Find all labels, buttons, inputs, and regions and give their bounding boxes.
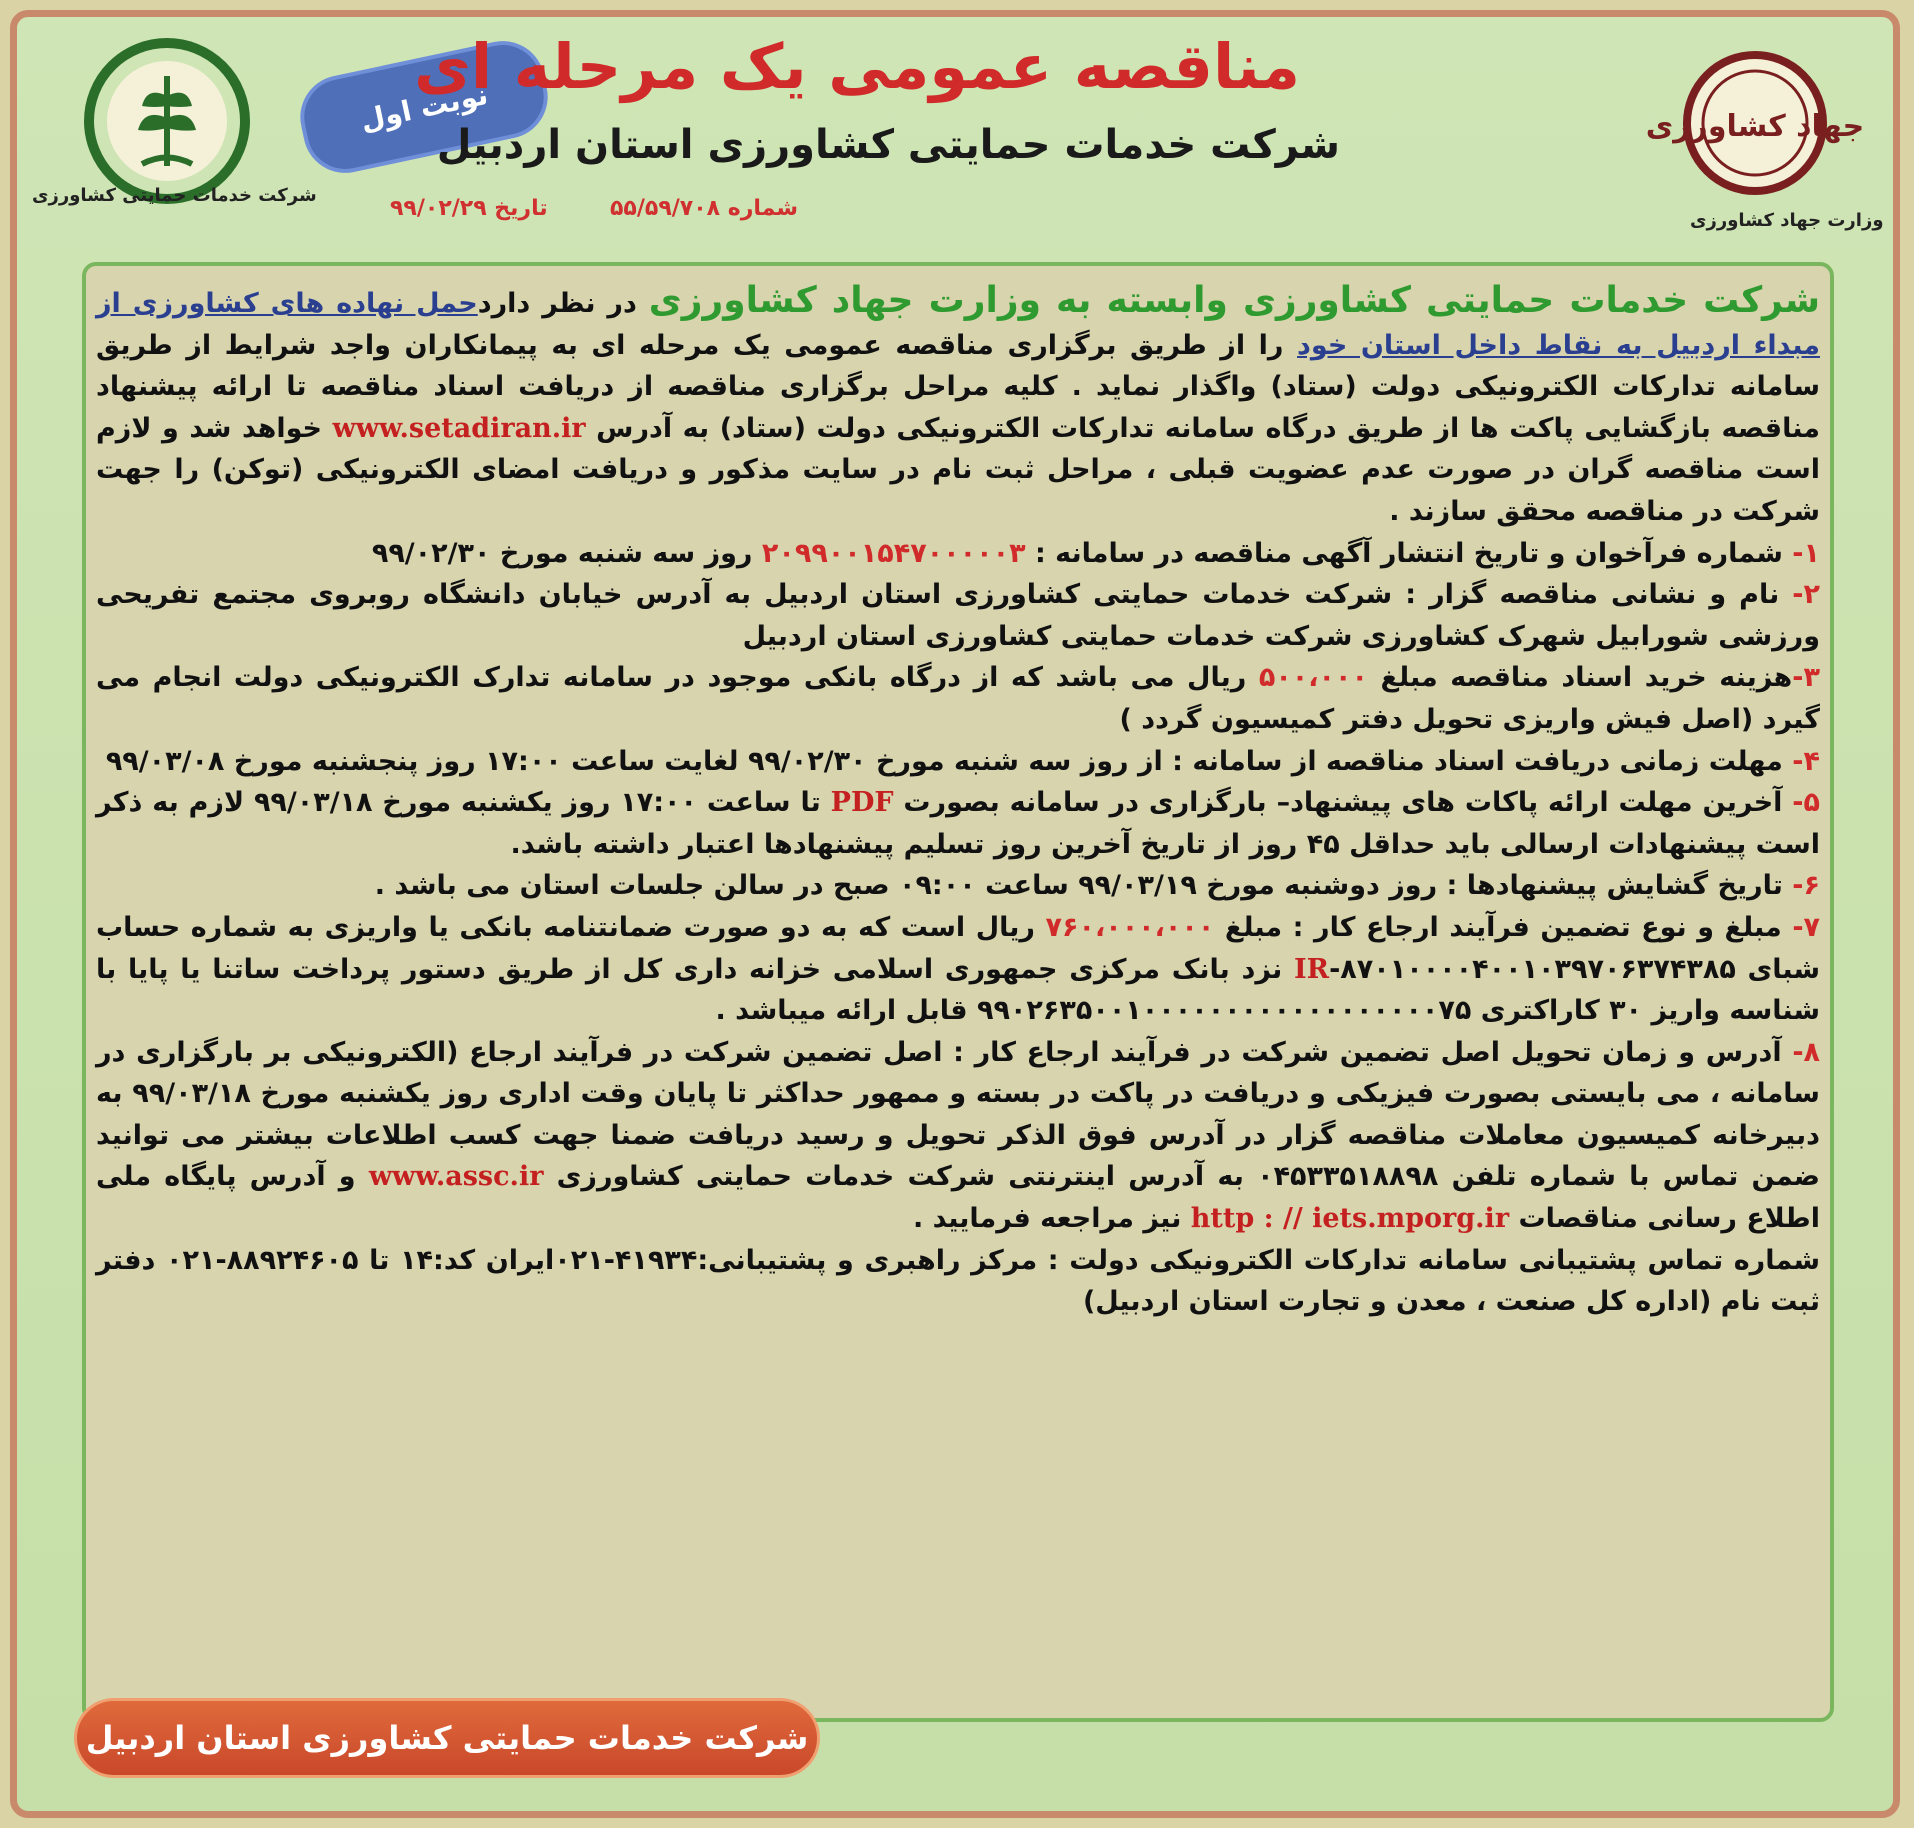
left-logo-caption: شرکت خدمات حمایتی کشاورزی xyxy=(32,185,317,206)
support-contact: شماره تماس پشتیبانی سامانه تدارکات الکترونیکی دولت : مرکز راهبری و پشتیبانی:۴۱۹۳۴-۰۲۱ایران کد:۱۴ تا ۸۸۹۲۴۶۰۵-۰۲۱ دفتر ثبت نام (اداره کل صنعت ، معدن و تجارت استان اردبیل) xyxy=(96,1244,1821,1318)
jihad-logo-text: جهاد کشاورزی xyxy=(1645,109,1865,144)
item-7-number: ۷- xyxy=(1781,911,1821,943)
intro-text-1: در نظر دارد xyxy=(477,288,649,319)
right-logo-caption: وزارت جهاد کشاورزی xyxy=(1690,210,1884,231)
tender-code: ۲۰۹۹۰۰۱۵۴۷۰۰۰۰۰۳ xyxy=(761,537,1026,569)
intro-text-3: خواهد شد و لازم است مناقصه گران در صورت عدم عضویت قبلی ، مراحل ثبت نام در سایت مذکور و دریافت امضای الکترونیکی (توکن) را جهت شرکت در مناقصه محقق سازند . xyxy=(96,412,1820,527)
item-1 xyxy=(96,533,1820,575)
item-2-number: ۲- xyxy=(1779,579,1820,611)
item-1-date: روز سه شنبه مورخ ۹۹/۰۲/۳۰ xyxy=(371,537,762,569)
pdf-label: PDF xyxy=(830,787,894,819)
intro-lead: شرکت خدمات حمایتی کشاورزی وابسته به وزارت جهاد کشاورزی xyxy=(648,280,1820,321)
item-2 xyxy=(96,574,1820,657)
item-8-text-2: و آدرس پایگاه ملی اطلاع رسانی مناقصات xyxy=(96,1161,1820,1235)
intro-subject: حمل نهاده های کشاورزی از مبداء اردبیل به نقاط داخل استان خود xyxy=(96,288,1820,361)
iets-link[interactable]: http : // iets.mporg.ir xyxy=(1190,1203,1510,1235)
jihad-emblem-icon xyxy=(1645,48,1865,198)
item-5-number: ۵- xyxy=(1782,787,1820,819)
item-7-text-3: نزد بانک مرکزی جمهوری اسلامی خزانه داری کل از طریق دستور پرداخت ساتنا یا پایا با شناسه واریز ۳۰ کاراکتری ۹۹۰۲۶۳۵۰۰۱۰۰۰۰۰۰۰۰۰۰۰۰۰۰۰۰۰۰۷۵ قابل ارائه میباشد . xyxy=(96,953,1820,1027)
page-title: مناقصه عمومی یک مرحله ای xyxy=(414,30,1300,103)
item-1-number: ۱- xyxy=(1782,537,1820,569)
item-5-text: آخرین مهلت ارائه پاکات های پیشنهاد– بارگزاری در سامانه بصورت xyxy=(893,787,1783,819)
item-7-text-2: ریال است که به دو صورت ضمانتنامه بانکی یا واریزی به شماره حساب شبای ۸۷۰۱۰۰۰۰۴۰۰۱۰۳۹۷۰۶۳۷۴۳۸۵- xyxy=(96,911,1820,985)
item-1-text: شماره فرآخوان و تاریخ انتشار آگهی مناقصه در سامانه : xyxy=(1025,537,1783,569)
item-6-text: تاریخ گشایش پیشنهادها : روز دوشنبه مورخ ۹۹/۰۳/۱۹ ساعت ۰۹:۰۰ صبح در سالن جلسات استان می باشد . xyxy=(374,870,1783,902)
first-publication-badge: نوبت اول xyxy=(293,33,556,180)
footer-banner: شرکت خدمات حمایتی کشاورزی استان اردبیل xyxy=(74,1698,820,1778)
item-3-text: هزینه خرید اسناد مناقصه مبلغ xyxy=(1367,662,1793,694)
document-fee: ۵۰۰،۰۰۰ xyxy=(1258,662,1368,694)
ad-date: تاریخ ۹۹/۰۲/۲۹ xyxy=(390,196,548,221)
item-7-text: مبلغ و نوع تضمین فرآیند ارجاع کار : مبلغ xyxy=(1214,911,1782,943)
item-8-number: ۸- xyxy=(1781,1036,1821,1068)
intro-text-2: را از طریق برگزاری مناقصه عمومی یک مرحله ای به پیمانکاران واجد شرایط از طریق سامانه تدارکات الکترونیکی دولت (ستاد) واگذار نماید . کلیه مراحل برگزاری مناقصه از دریافت اسناد مناقصه تا ارائه پیشنهاد مناقصه بازگشایی پاکت ها از طریق درگاه سامانه تدارکات الکترونیکی دولت (ستاد) به آدرس xyxy=(96,329,1820,444)
assc-link[interactable]: www.assc.ir xyxy=(368,1161,544,1193)
item-3-text-2: ریال می باشد که از درگاه بانکی موجود در سامانه تدارک الکترونیکی دولت انجام می گیرد (اصل فیش واریزی تحویل دفتر کمیسیون گردد ) xyxy=(96,662,1820,735)
item-4-text: مهلت زمانی دریافت اسناد مناقصه از سامانه : از روز سه شنبه مورخ ۹۹/۰۲/۳۰ لغایت ساعت ۱۷:۰۰ روز پنجشنبه مورخ ۹۹/۰۳/۰۸ xyxy=(105,745,1783,777)
item-4 xyxy=(96,741,1820,783)
item-8-text: آدرس و زمان تحویل اصل تضمین شرکت در فرآیند ارجاع کار : اصل تضمین شرکت در فرآیند ارجاع (الکترونیکی بر بارگزاری در سامانه ، می بایستی بصورت فیزیکی و دریافت در پاکت در بسته و ممهور حداکثر تا پایان وقت اداری روز یکشنبه مورخ ۹۹/۰۳/۱۸ به دبیرخانه کمیسیون معاملات مناقصه گزار در آدرس فوق الذکر تحویل و رسید دریافت ضمنا جهت کسب اطلاعات بیشتر می توانید ضمن تماس با شماره تلفن ۰۴۵۳۳۵۱۸۸۹۸ به آدرس اینترنتی شرکت خدمات حمایتی کشاورزی xyxy=(96,1036,1821,1193)
jihad-logo xyxy=(1645,48,1865,198)
intro-paragraph xyxy=(96,280,1820,533)
item-4-number: ۴- xyxy=(1782,745,1820,777)
item-5-text-2: تا ساعت ۱۷:۰۰ روز یکشنبه مورخ ۹۹/۰۳/۱۸ لازم به ذکر است پیشنهادات ارسالی باید حداقل ۴۵ روز از تاریخ آخرین روز تسلیم پیشنهادها اعتبار داشته باشد. xyxy=(96,787,1820,860)
agri-support-logo xyxy=(82,36,252,206)
ad-number: شماره ۵۵/۵۹/۷۰۸ xyxy=(610,196,799,221)
item-8-text-3: نیز مراجعه فرمایید . xyxy=(913,1203,1191,1235)
item-6-number: ۶- xyxy=(1782,870,1820,902)
guarantee-amount: ۷۶۰،۰۰۰،۰۰۰ xyxy=(1045,911,1215,943)
page-subtitle: شرکت خدمات حمایتی کشاورزی استان اردبیل xyxy=(436,122,1340,168)
item-3 xyxy=(96,657,1820,740)
iban-prefix: IR xyxy=(1294,953,1330,985)
setadiran-link[interactable]: www.setadiran.ir xyxy=(332,412,586,444)
ad-body xyxy=(96,280,1820,1720)
item-3-number: ۳- xyxy=(1792,662,1820,694)
wheat-emblem-icon xyxy=(82,36,252,206)
item-7 xyxy=(96,907,1820,1032)
item-6 xyxy=(96,865,1820,907)
item-8 xyxy=(96,1032,1820,1240)
item-2-text: نام و نشانی مناقصه گزار : شرکت خدمات حمایتی کشاورزی استان اردبیل به آدرس خیابان دانشگاه روبروی مجتمع تفریحی ورزشی شورابیل شهرک کشاورزی شرکت خدمات حمایتی کشاورزی استان اردبیل xyxy=(96,579,1820,652)
item-5 xyxy=(96,782,1820,865)
